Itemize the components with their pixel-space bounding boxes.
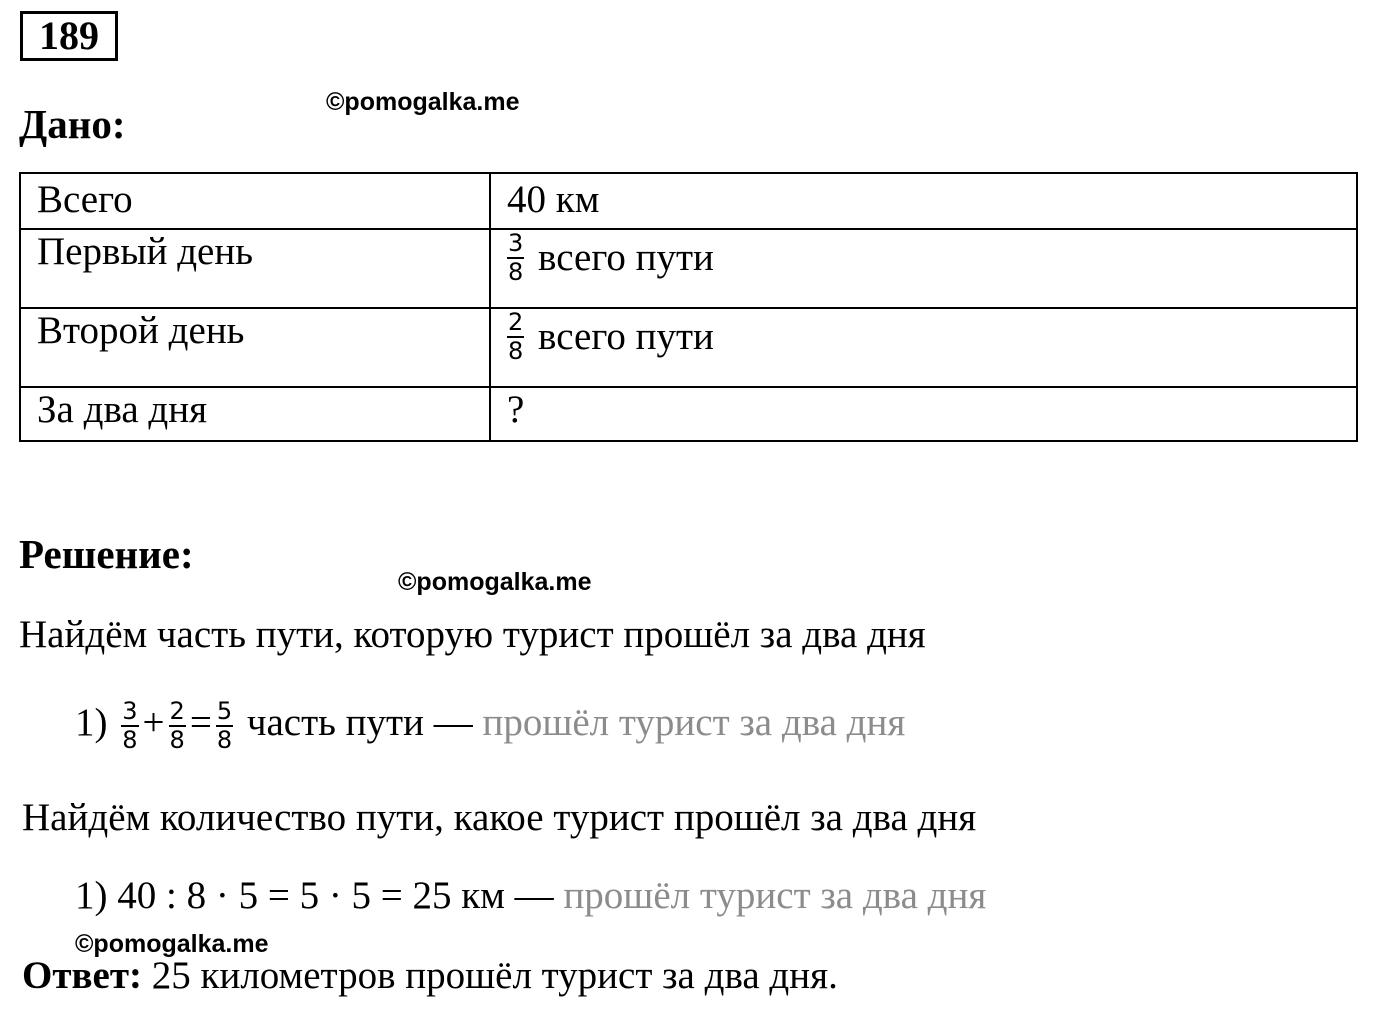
row-value-text: всего пути bbox=[538, 236, 714, 279]
watermark-bottom: ©pomogalka.me bbox=[75, 930, 269, 958]
watermark-middle: ©pomogalka.me bbox=[398, 568, 592, 596]
answer-label: Ответ: bbox=[22, 954, 143, 997]
fraction-numerator: 3 bbox=[122, 697, 138, 726]
row-label: Всего bbox=[20, 173, 490, 229]
step1-intro: Найдём часть пути, которую турист прошёл за два дня bbox=[19, 613, 926, 656]
step-index: 1) bbox=[75, 874, 108, 917]
step1-text: часть пути — bbox=[246, 701, 473, 744]
step1-gray-text: прошёл турист за два дня bbox=[482, 701, 906, 744]
problem-number: 189 bbox=[20, 11, 118, 61]
fraction-numerator: 3 bbox=[508, 229, 524, 257]
fraction-numerator: 5 bbox=[216, 697, 233, 726]
row-value: ? bbox=[490, 387, 1357, 441]
fraction-denominator: 8 bbox=[508, 337, 524, 365]
answer-text: 25 километров прошёл турист за два дня. bbox=[151, 954, 838, 997]
row-label: Второй день bbox=[20, 308, 490, 387]
row-value bbox=[490, 308, 1357, 387]
step2-expression bbox=[75, 873, 986, 918]
row-value bbox=[490, 229, 1357, 308]
step2-gray-text: прошёл турист за два дня bbox=[563, 874, 987, 917]
step1-expression bbox=[75, 690, 905, 756]
plus-sign: + bbox=[142, 701, 165, 744]
step2-intro: Найдём количество пути, какое турист прошёл за два дня bbox=[22, 796, 977, 839]
fraction-denominator: 8 bbox=[122, 726, 138, 755]
fraction bbox=[507, 309, 524, 365]
fraction-denominator: 8 bbox=[169, 726, 185, 755]
step-index: 1) bbox=[75, 701, 108, 744]
row-label: Первый день bbox=[20, 229, 490, 308]
table-row bbox=[20, 308, 1357, 387]
answer-line bbox=[22, 953, 838, 998]
row-label: За два дня bbox=[20, 387, 490, 441]
row-value: 40 км bbox=[490, 173, 1357, 229]
step2-expr: 40 : 8 · 5 = 5 · 5 = 25 км — bbox=[117, 874, 554, 917]
table-row bbox=[20, 173, 1357, 229]
table-row bbox=[20, 229, 1357, 308]
fraction-denominator: 8 bbox=[508, 258, 524, 286]
fraction bbox=[507, 230, 524, 286]
given-table bbox=[19, 172, 1358, 442]
fraction-numerator: 2 bbox=[508, 308, 524, 336]
given-heading: Дано: bbox=[19, 101, 126, 147]
table-row bbox=[20, 387, 1357, 441]
fraction-numerator: 2 bbox=[169, 697, 185, 726]
fraction bbox=[169, 698, 186, 754]
fraction bbox=[216, 698, 233, 754]
solution-heading: Решение: bbox=[19, 531, 194, 577]
fraction bbox=[121, 698, 138, 754]
fraction-denominator: 8 bbox=[216, 726, 233, 755]
watermark-top: ©pomogalka.me bbox=[326, 88, 520, 116]
row-value-text: всего пути bbox=[538, 315, 714, 358]
equals-sign: = bbox=[189, 701, 212, 744]
